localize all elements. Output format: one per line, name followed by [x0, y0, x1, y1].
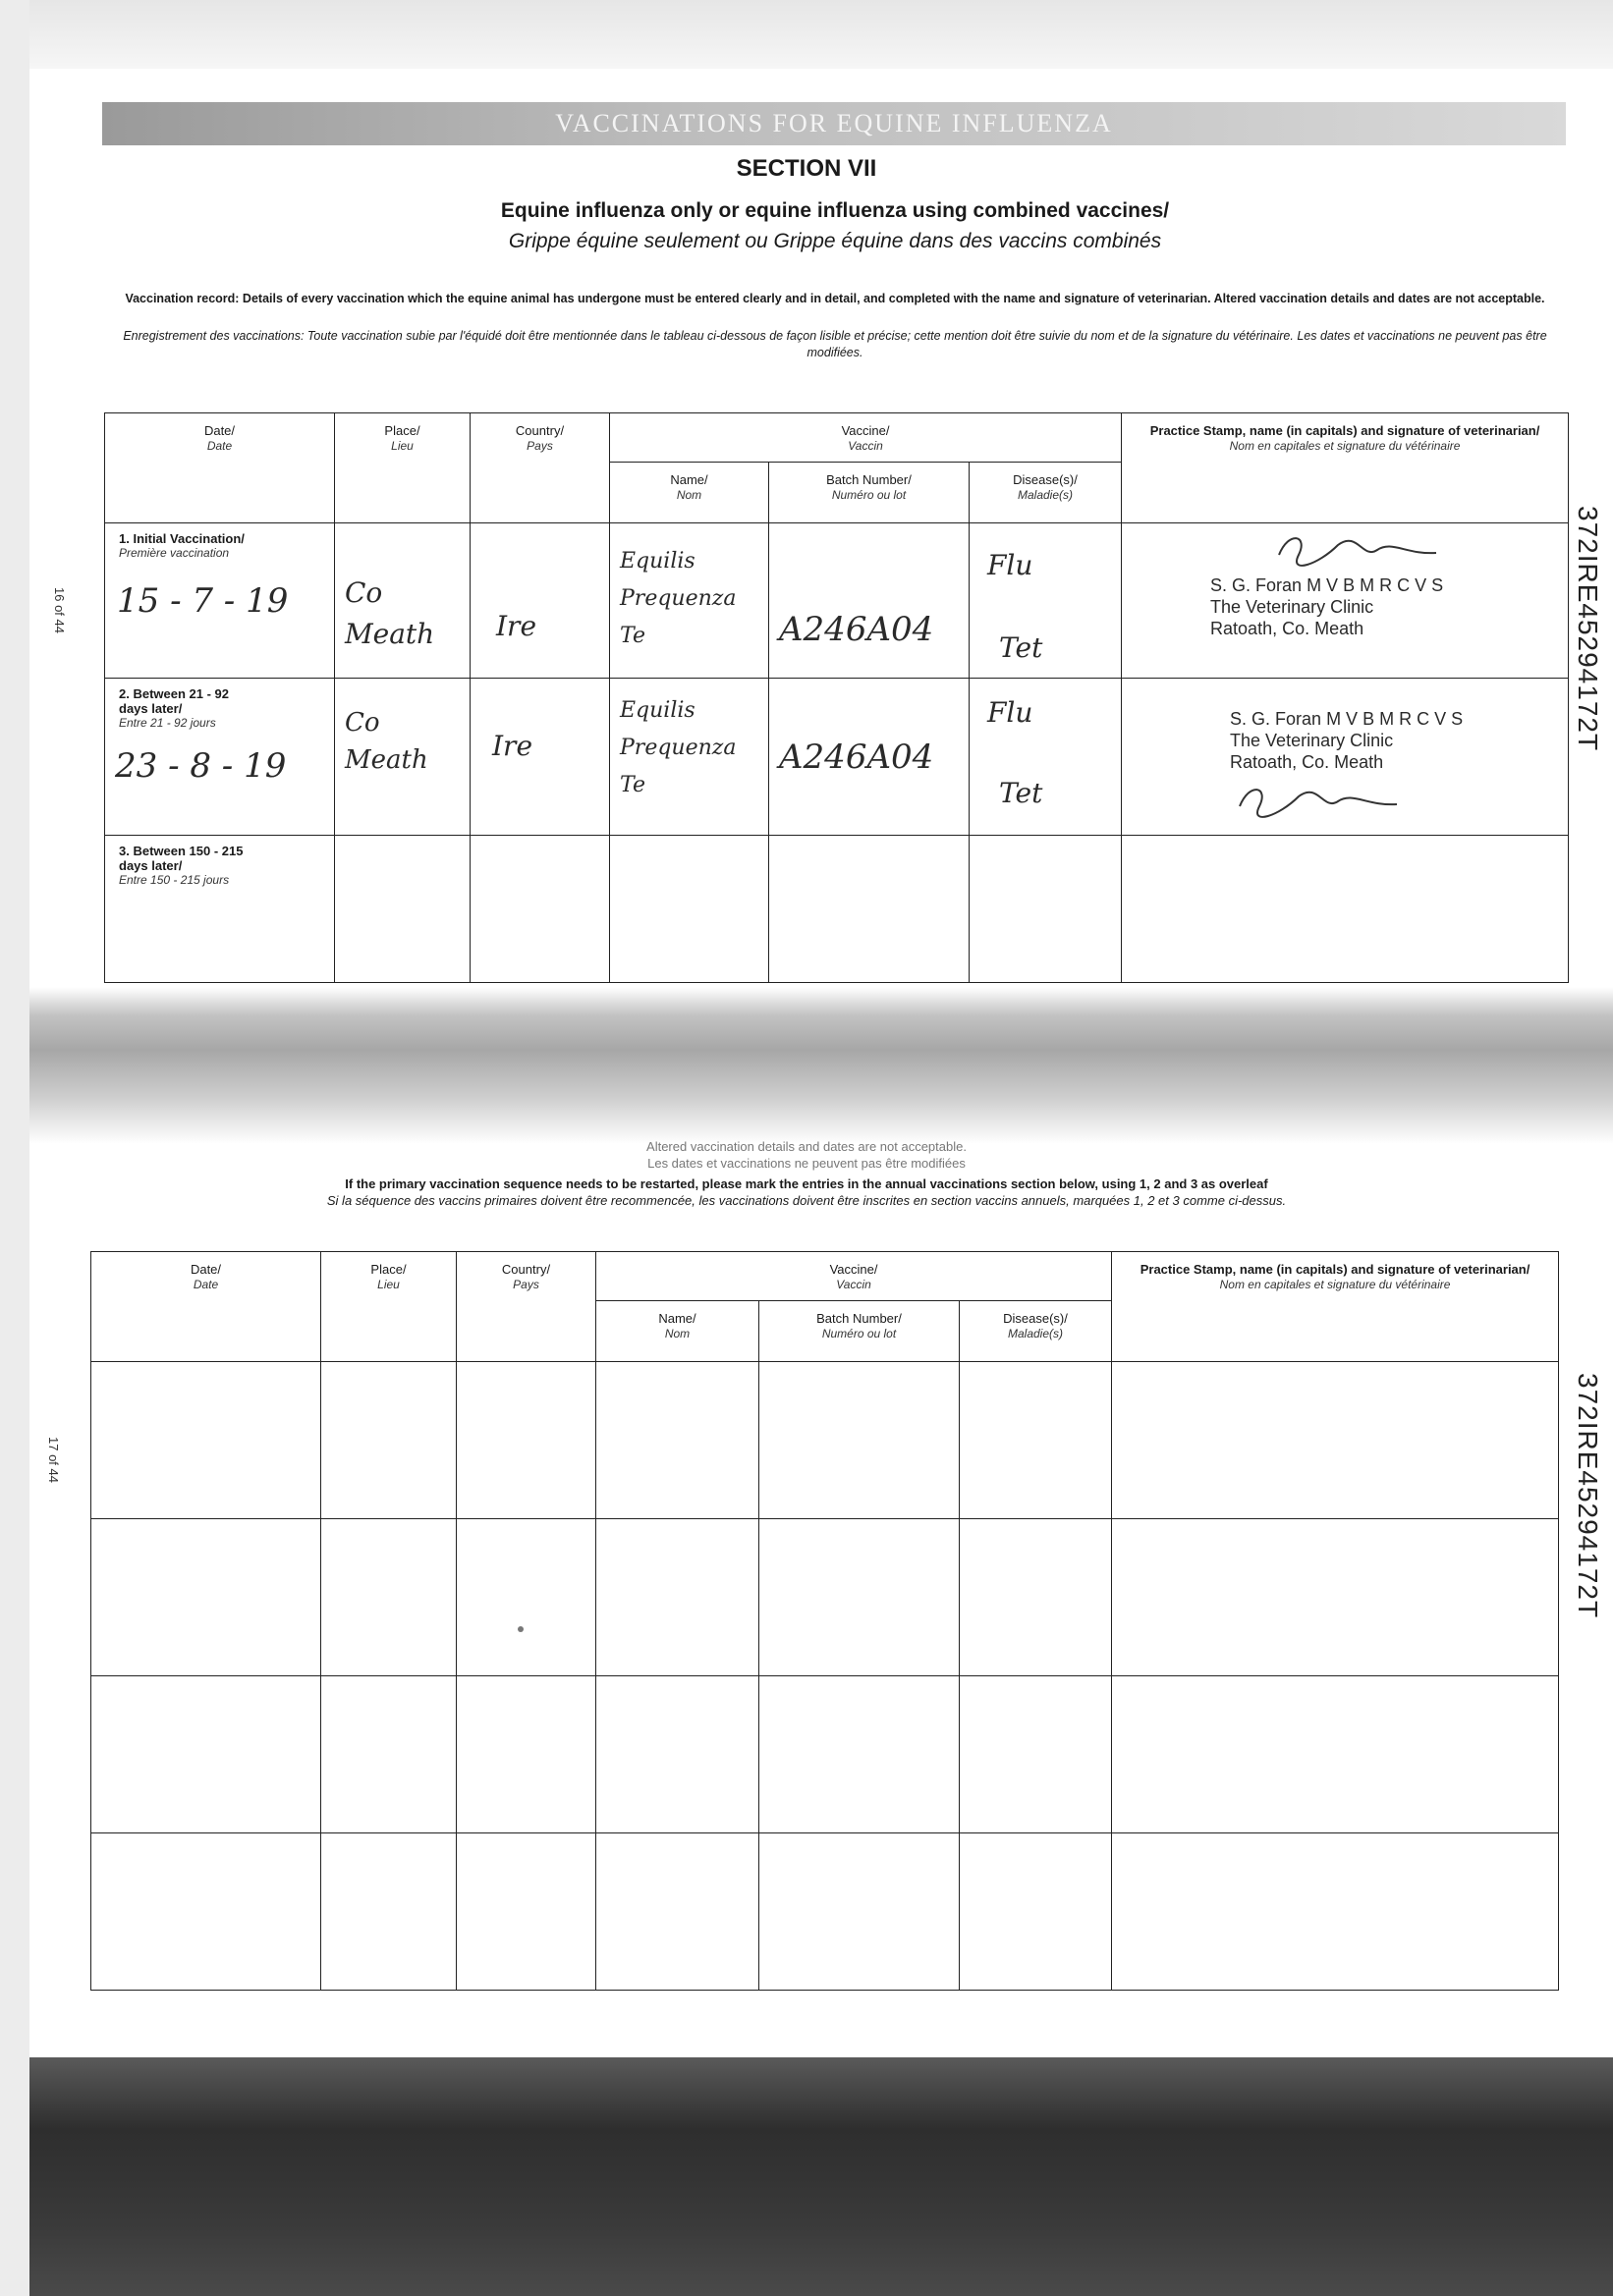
header-date: Date/ Date [105, 413, 335, 523]
vaccine-name-cell[interactable] [610, 836, 769, 983]
stamp-cell[interactable] [1112, 1833, 1559, 1991]
stamp-cell[interactable] [1122, 836, 1569, 983]
subtitle-english: Equine influenza only or equine influenza using combined vaccines/ [500, 199, 1170, 222]
side-identifier-bottom: 372IRE45294172T [1573, 1373, 1603, 1619]
header-practice-stamp: Practice Stamp, name (in capitals) and signature of veterinarian/ Nom en capitales et signature du vétérinaire [1122, 413, 1569, 523]
header-disease: Disease(s)/ Maladie(s) [970, 463, 1122, 523]
scan-shadow-bottom [29, 2057, 1613, 2296]
batch-cell[interactable] [759, 1676, 960, 1833]
date-cell[interactable] [91, 1676, 321, 1833]
header-vaccine: Vaccine/ Vaccin [610, 413, 1122, 463]
disease-cell[interactable] [970, 836, 1122, 983]
date-cell[interactable] [91, 1833, 321, 1991]
vaccine-name-cell[interactable] [596, 1519, 759, 1676]
header-batch: Batch Number/ Numéro ou lot [769, 463, 970, 523]
place-cell[interactable] [321, 1362, 457, 1519]
restart-instruction-english: If the primary vaccination sequence needs to be restarted, please mark the entries in the annual vaccinations section below, using 1, 2 and 3 as overleaf [345, 1176, 1268, 1191]
vaccine-name-cell[interactable] [596, 1676, 759, 1833]
section-banner [102, 102, 1566, 145]
vaccine-name-cell[interactable] [610, 523, 769, 679]
disease-cell[interactable] [960, 1362, 1112, 1519]
row-label: 1. Initial Vaccination/ Première vaccination 15 - 7 - 19 [105, 523, 335, 679]
date-cell[interactable] [91, 1519, 321, 1676]
faded-note-french: Les dates et vaccinations ne peuvent pas être modifiées [647, 1156, 966, 1171]
side-identifier-top: 372IRE45294172T [1573, 506, 1603, 752]
scan-shadow-top [0, 0, 1613, 69]
stamp-cell[interactable] [1112, 1519, 1559, 1676]
country-cell[interactable] [471, 836, 610, 983]
note-french: Enregistrement des vaccinations: Toute vaccination subie par l'équidé doit être mentionnée dans le tableau ci-dessous de façon lisible et précise; cette mention doit être suivie du nom et de la signature du vétérinaire. Les dates et vaccinations ne peuvent pas être modifiées. [123, 329, 1547, 359]
table-row [105, 679, 1569, 836]
batch-cell[interactable] [769, 523, 970, 679]
handwritten-country: Ire [496, 610, 537, 642]
batch-cell[interactable] [759, 1833, 960, 1991]
header-vaccine: Vaccine/ Vaccin [596, 1252, 1112, 1301]
vaccine-name-cell[interactable] [596, 1833, 759, 1991]
header-name: Name/ Nom [610, 463, 769, 523]
table-row [91, 1519, 1559, 1676]
handwritten-vaccine-name: Equilis Prequenza Te [620, 549, 737, 648]
place-cell[interactable] [335, 679, 471, 836]
header-country: Country/ Pays [471, 413, 610, 523]
handwritten-disease-tet: Tet [999, 631, 1043, 664]
handwritten-batch: A246A04 [779, 610, 934, 649]
vaccine-name-cell[interactable] [610, 679, 769, 836]
stamp-cell[interactable] [1122, 523, 1569, 679]
country-cell[interactable] [457, 1833, 596, 1991]
disease-cell[interactable] [970, 523, 1122, 679]
annual-vaccination-table [90, 1251, 1559, 1991]
disease-cell[interactable] [970, 679, 1122, 836]
vet-signature [1269, 525, 1446, 574]
country-cell[interactable] [457, 1362, 596, 1519]
header-place: Place/ Lieu [335, 413, 471, 523]
batch-cell[interactable] [759, 1362, 960, 1519]
batch-cell[interactable] [759, 1519, 960, 1676]
handwritten-date: 23 - 8 - 19 [115, 746, 287, 786]
page-number-top: 16 of 44 [52, 587, 67, 633]
country-cell[interactable] [471, 523, 610, 679]
batch-cell[interactable] [769, 679, 970, 836]
country-cell[interactable] [457, 1676, 596, 1833]
place-cell[interactable] [321, 1676, 457, 1833]
disease-cell[interactable] [960, 1519, 1112, 1676]
table-row [91, 1833, 1559, 1991]
place-cell[interactable] [321, 1519, 457, 1676]
handwritten-place: Co Meath [345, 576, 435, 650]
subtitle-french: Grippe équine seulement ou Grippe équine dans des vaccins combinés [508, 230, 1162, 252]
header-date: Date/ Date [91, 1252, 321, 1362]
header-place: Place/ Lieu [321, 1252, 457, 1362]
batch-cell[interactable] [769, 836, 970, 983]
table-row [91, 1362, 1559, 1519]
restart-instruction-french: Si la séquence des vaccins primaires doivent être recommencée, les vaccinations doivent être inscrites en section vaccins annuels, marquées 1, 2 et 3 comme ci-dessus. [326, 1193, 1287, 1208]
handwritten-disease-flu: Flu [987, 696, 1033, 729]
primary-vaccination-table [104, 412, 1569, 983]
scan-shadow-band [29, 987, 1613, 1144]
stamp-cell[interactable] [1112, 1676, 1559, 1833]
header-batch: Batch Number/ Numéro ou lot [759, 1301, 960, 1362]
stamp-cell[interactable] [1112, 1362, 1559, 1519]
handwritten-date: 15 - 7 - 19 [117, 581, 289, 621]
table-row [105, 523, 1569, 679]
country-cell[interactable] [471, 679, 610, 836]
disease-cell[interactable] [960, 1676, 1112, 1833]
header-disease: Disease(s)/ Maladie(s) [960, 1301, 1112, 1362]
handwritten-country: Ire [492, 730, 533, 762]
scan-speck [518, 1626, 524, 1632]
disease-cell[interactable] [960, 1833, 1112, 1991]
handwritten-place: Co Meath [345, 708, 428, 775]
faded-note-english: Altered vaccination details and dates are not acceptable. [646, 1139, 967, 1154]
place-cell[interactable] [335, 523, 471, 679]
country-cell[interactable] [457, 1519, 596, 1676]
banner-title: VACCINATIONS FOR EQUINE INFLUENZA [555, 109, 1113, 137]
section-title: SECTION VII [736, 155, 877, 182]
row-label: 3. Between 150 - 215 days later/ Entre 150 - 215 jours [105, 836, 335, 983]
header-practice-stamp: Practice Stamp, name (in capitals) and signature of veterinarian/ Nom en capitales et signature du vétérinaire [1112, 1252, 1559, 1362]
header-name: Name/ Nom [596, 1301, 759, 1362]
handwritten-batch: A246A04 [779, 738, 934, 777]
row-label: 2. Between 21 - 92 days later/ Entre 21 - 92 jours 23 - 8 - 19 [105, 679, 335, 836]
page-number-bottom: 17 of 44 [46, 1437, 61, 1483]
vet-stamp: S. G. Foran M V B M R C V S The Veterinary Clinic Ratoath, Co. Meath [1230, 709, 1464, 772]
handwritten-vaccine-name: Equilis Prequenza Te [620, 698, 737, 797]
stamp-cell[interactable] [1122, 679, 1569, 836]
handwritten-disease-tet: Tet [999, 777, 1043, 809]
header-country: Country/ Pays [457, 1252, 596, 1362]
place-cell[interactable] [335, 836, 471, 983]
vet-stamp: S. G. Foran M V B M R C V S The Veterinary Clinic Ratoath, Co. Meath [1210, 575, 1444, 638]
place-cell[interactable] [321, 1833, 457, 1991]
vaccine-name-cell[interactable] [596, 1362, 759, 1519]
table-row [105, 836, 1569, 983]
vet-signature [1230, 777, 1407, 826]
note-english: Vaccination record: Details of every vaccination which the equine animal has undergone must be entered clearly and in detail, and completed with the name and signature of veterinarian. Altered vaccination details and dates are not acceptable. [125, 292, 1545, 305]
date-cell[interactable] [91, 1362, 321, 1519]
handwritten-disease-flu: Flu [987, 549, 1033, 581]
table-row [91, 1676, 1559, 1833]
